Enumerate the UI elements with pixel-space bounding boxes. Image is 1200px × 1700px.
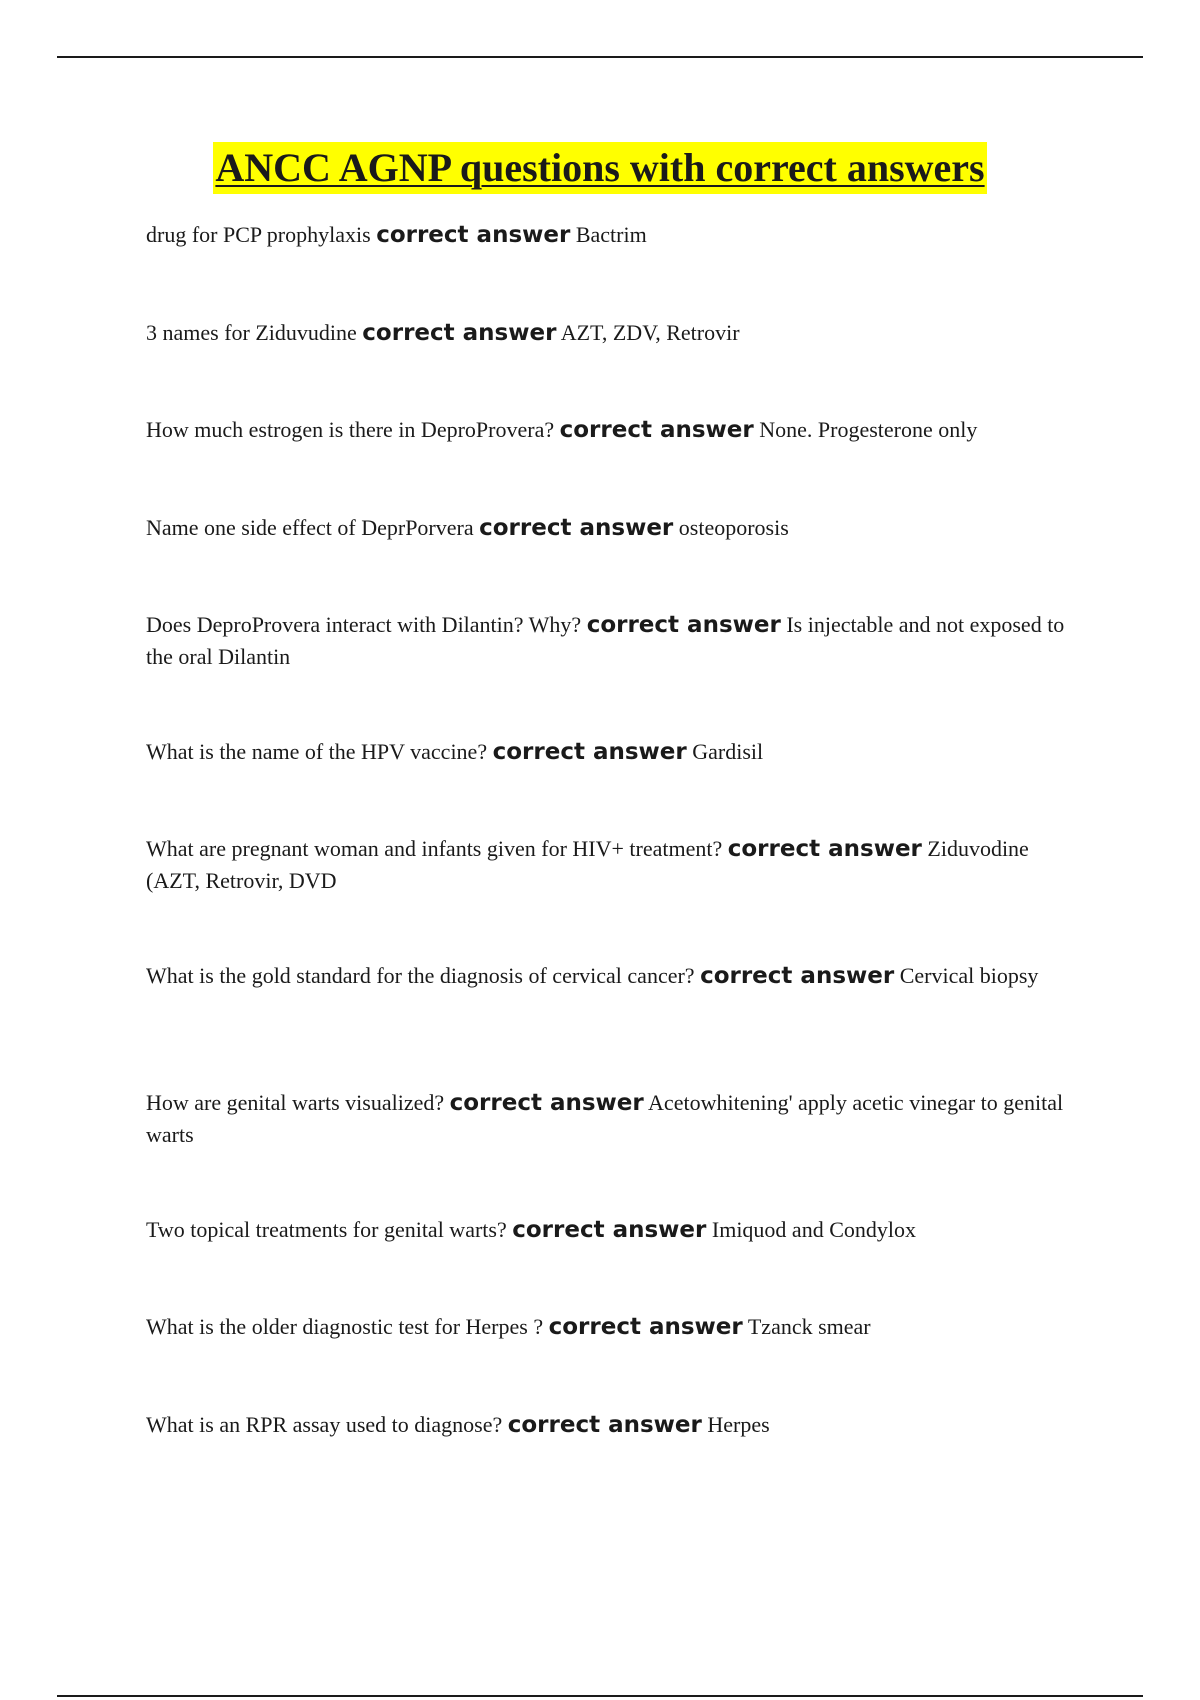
correct-answer-label: correct answer bbox=[362, 320, 557, 346]
question-text: Name one side effect of DeprPorvera bbox=[146, 515, 474, 540]
correct-answer-label: correct answer bbox=[512, 1217, 707, 1243]
qa-item-12 bbox=[146, 1409, 1086, 1441]
answer-text: Cervical biopsy bbox=[899, 963, 1039, 988]
qa-item-7 bbox=[146, 833, 1086, 897]
qa-item-2 bbox=[146, 317, 1086, 349]
question-text: What is the older diagnostic test for Herpes ? bbox=[146, 1314, 544, 1339]
answer-text: Ziduvodine (AZT, Retrovir, DVD bbox=[146, 836, 1029, 893]
qa-item-11 bbox=[146, 1311, 1086, 1343]
qa-item-10 bbox=[146, 1214, 1086, 1246]
answer-text: osteoporosis bbox=[678, 515, 789, 540]
qa-item-1 bbox=[146, 219, 1086, 251]
question-text: drug for PCP prophylaxis bbox=[146, 222, 371, 247]
answer-text: None. Progesterone only bbox=[759, 417, 978, 442]
question-text: What is an RPR assay used to diagnose? bbox=[146, 1412, 503, 1437]
qa-item-8 bbox=[146, 960, 1086, 992]
document-title: ANCC AGNP questions with correct answers bbox=[213, 142, 986, 194]
correct-answer-label: correct answer bbox=[492, 739, 687, 765]
correct-answer-label: correct answer bbox=[449, 1090, 644, 1116]
question-text: How are genital warts visualized? bbox=[146, 1090, 445, 1115]
qa-item-3 bbox=[146, 414, 1086, 446]
correct-answer-label: correct answer bbox=[479, 515, 674, 541]
question-text: 3 names for Ziduvudine bbox=[146, 320, 357, 345]
qa-item-4 bbox=[146, 512, 1086, 544]
correct-answer-label: correct answer bbox=[559, 417, 754, 443]
answer-text: Is injectable and not exposed to the oral Dilantin bbox=[146, 612, 1065, 669]
answer-text: Herpes bbox=[707, 1412, 770, 1437]
qa-item-9 bbox=[146, 1087, 1086, 1151]
question-text: What are pregnant woman and infants given for HIV+ treatment? bbox=[146, 836, 723, 861]
answer-text: AZT, ZDV, Retrovir bbox=[560, 320, 740, 345]
answer-text: Imiquod and Condylox bbox=[711, 1217, 916, 1242]
footer-rule bbox=[57, 1695, 1143, 1697]
correct-answer-label: correct answer bbox=[548, 1314, 743, 1340]
correct-answer-label: correct answer bbox=[700, 963, 895, 989]
question-text: What is the gold standard for the diagnosis of cervical cancer? bbox=[146, 963, 695, 988]
qa-item-5 bbox=[146, 609, 1086, 673]
correct-answer-label: correct answer bbox=[586, 612, 781, 638]
header-rule bbox=[57, 56, 1143, 58]
qa-item-6 bbox=[146, 736, 1086, 768]
question-text: Does DeproProvera interact with Dilantin? Why? bbox=[146, 612, 582, 637]
correct-answer-label: correct answer bbox=[507, 1412, 702, 1438]
title-container bbox=[0, 142, 1200, 194]
question-text: How much estrogen is there in DeproProvera? bbox=[146, 417, 555, 442]
question-text: Two topical treatments for genital warts? bbox=[146, 1217, 507, 1242]
correct-answer-label: correct answer bbox=[727, 836, 922, 862]
question-text: What is the name of the HPV vaccine? bbox=[146, 739, 488, 764]
answer-text: Acetowhitening' apply acetic vinegar to genital warts bbox=[146, 1090, 1064, 1147]
answer-text: Bactrim bbox=[575, 222, 647, 247]
correct-answer-label: correct answer bbox=[376, 222, 571, 248]
answer-text: Gardisil bbox=[692, 739, 764, 764]
answer-text: Tzanck smear bbox=[747, 1314, 871, 1339]
